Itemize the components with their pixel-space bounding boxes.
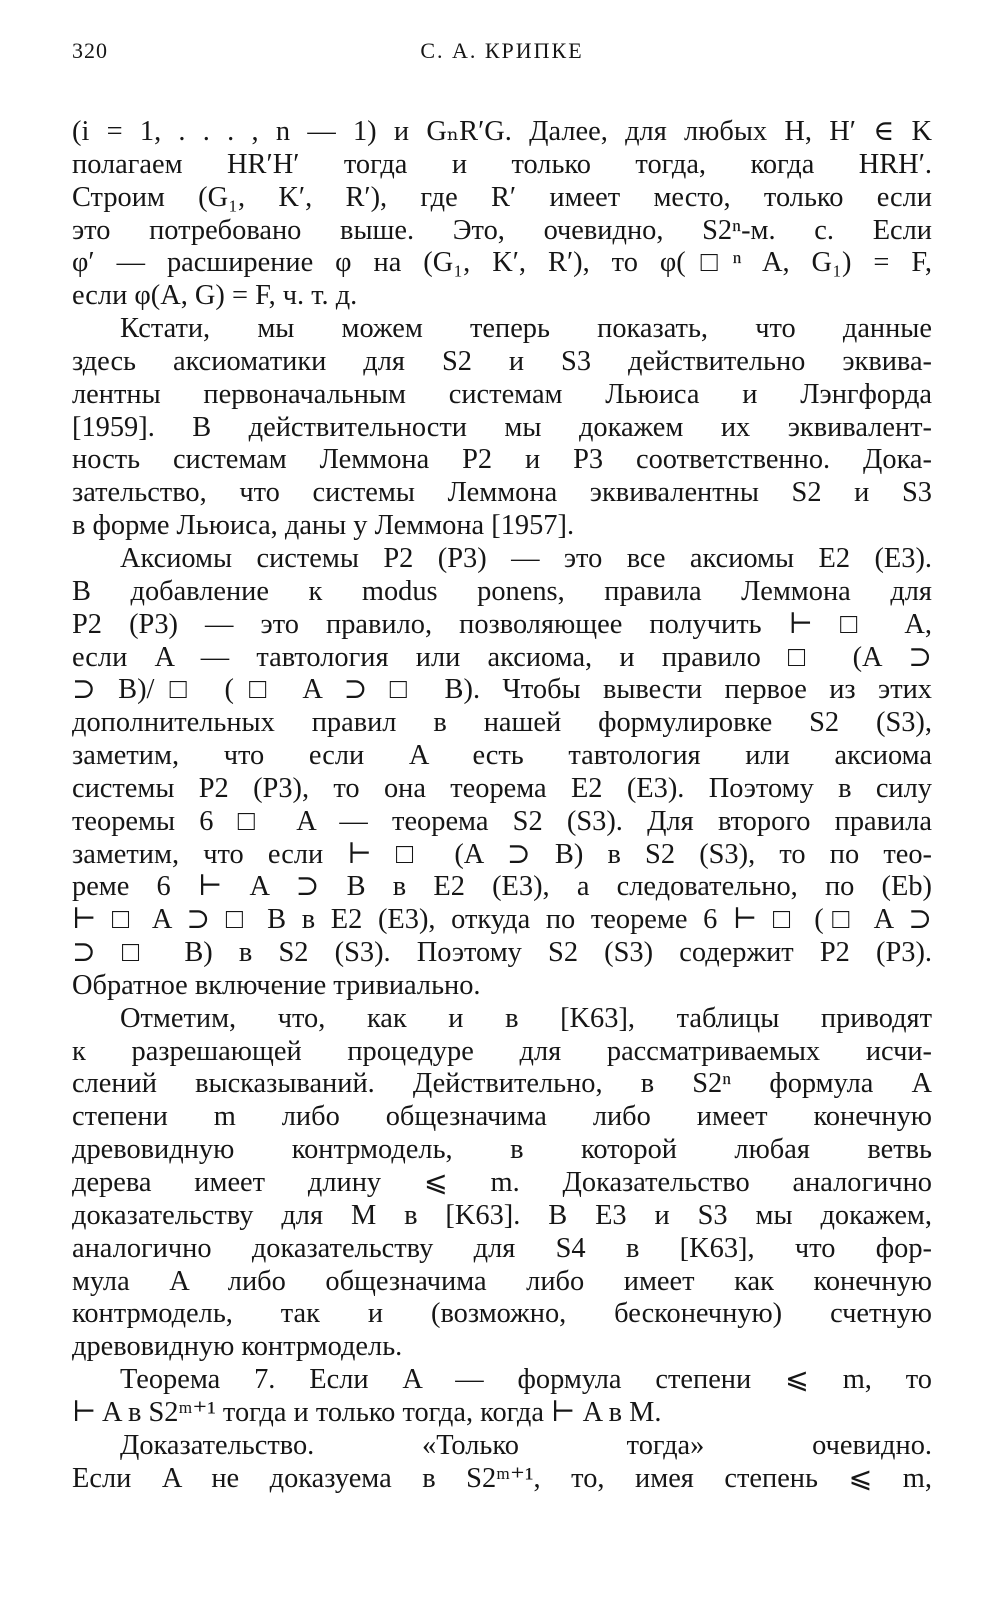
text-line: Строим (G₁, K′, R′), где R′ имеет место, только если (72, 181, 932, 213)
text-line: Кстати, мы можем теперь показать, что данные (120, 313, 932, 345)
text-line: контрмодель, так и (возможно, бесконечную) счетную (72, 1298, 932, 1330)
text-line: реме 6 ⊢ A ⊃ B в E2 (E3), а следовательно, по (Eb) (72, 871, 932, 903)
text-line: дополнительных правил в нашей формулировке S2 (S3), (72, 707, 932, 739)
text-line: P2 (P3) — это правило, позволяющее получить ⊢ □ A, (72, 608, 932, 640)
text-line: лентны первоначальным системам Льюиса и Лэнгфорда (72, 378, 932, 410)
text-line: дерева имеет длину ⩽ m. Доказательство аналогично (72, 1167, 932, 1198)
text-line: системы P2 (P3), то она теорема E2 (E3). Поэтому в силу (72, 772, 932, 804)
text-line: (i = 1, . . . , n — 1) и GₙR′G. Далее, для любых H, H′ ∈ K (72, 116, 932, 147)
text-line: слений высказываний. Действительно, в S2ⁿ формула A (72, 1068, 932, 1100)
text-line: если A — тавтология или аксиома, и правило □ (A ⊃ (72, 641, 932, 673)
text-line: аналогично доказательству для S4 в [K63], что фор- (72, 1232, 932, 1264)
page-number: 320 (72, 38, 108, 63)
text-line: В добавление к modus ponens, правила Леммона для (72, 575, 932, 607)
body-text (72, 116, 932, 1495)
text-line: Теорема 7. Если A — формула степени ⩽ m, то (120, 1364, 932, 1396)
text-line: степени m либо общезначима либо имеет конечную (72, 1101, 932, 1133)
text-line: Обратное включение тривиально. (72, 969, 481, 1001)
text-line: Доказательство. «Только тогда» очевидно. (120, 1429, 932, 1461)
text-line: мула A либо общезначима либо имеет как конечную (72, 1265, 932, 1297)
text-line: здесь аксиоматики для S2 и S3 действительно эквива- (72, 345, 932, 377)
text-line: ⊢ A в S2ᵐ⁺¹ тогда и только тогда, когда ⊢ A в M. (72, 1396, 662, 1428)
text-line: заметим, что если ⊢ □ (A ⊃ B) в S2 (S3), то по тео- (72, 838, 932, 870)
text-line: это потребовано выше. Это, очевидно, S2ⁿ-м. с. Если (72, 214, 932, 246)
text-line: зательство, что системы Леммона эквивалентны S2 и S3 (72, 477, 932, 509)
text-line: [1959]. В действительности мы докажем их эквивалент- (72, 411, 932, 443)
text-line: ⊢ □ A ⊃ □ B в E2 (E3), откуда по теореме 6 ⊢ □ (□ A ⊃ (72, 904, 932, 936)
text-line: к разрешающей процедуре для рассматриваемых исчи- (72, 1035, 932, 1067)
text-line: полагаем HR′H′ тогда и только тогда, когда HRH′. (72, 148, 932, 180)
text-line: доказательству для M в [K63]. В E3 и S3 мы докажем, (72, 1199, 932, 1231)
text-line: древовидную контрмодель, в которой любая ветвь (72, 1134, 932, 1166)
text-line: ⊃ □ B) в S2 (S3). Поэтому S2 (S3) содержит P2 (P3). (72, 937, 932, 969)
text-line: если φ(A, G) = F, ч. т. д. (72, 280, 358, 312)
page-header (72, 38, 932, 78)
text-line: φ′ — расширение φ на (G₁, K′, R′), то φ(□ⁿ A, G₁) = F, (72, 247, 932, 279)
text-line: древовидную контрмодель. (72, 1331, 403, 1363)
text-line: заметим, что если A есть тавтология или аксиома (72, 740, 932, 772)
text-line: ность системам Леммона P2 и P3 соответственно. Дока- (72, 444, 932, 476)
text-line: ⊃ B)/□ (□ A ⊃ □ B). Чтобы вывести первое из этих (72, 674, 932, 706)
text-line: теоремы 6 □ A — теорема S2 (S3). Для второго правила (72, 805, 932, 837)
text-line: в форме Льюиса, даны у Леммона [1957]. (72, 510, 575, 542)
text-line: Если A не доказуема в S2ᵐ⁺¹, то, имея степень ⩽ m, (72, 1462, 932, 1494)
text-line: Отметим, что, как и в [K63], таблицы приводят (120, 1002, 932, 1034)
running-head: С. А. КРИПКЕ (420, 38, 584, 63)
text-line: Аксиомы системы P2 (P3) — это все аксиомы E2 (E3). (120, 542, 932, 574)
